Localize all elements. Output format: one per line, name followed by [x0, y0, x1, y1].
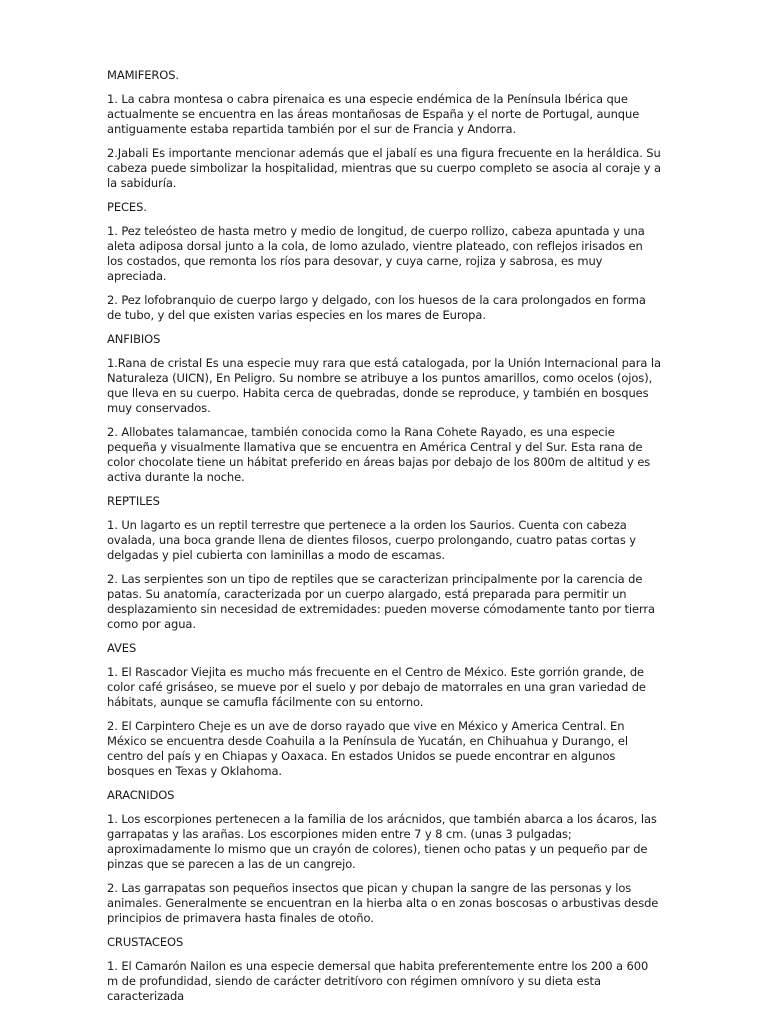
paragraph: 1. El Camarón Nailon es una especie demersal que habita preferentemente entre los 200 a 600 m de profundidad, siendo de carácter detritívoro con régimen omnívoro y su dieta esta caracterizada — [107, 959, 649, 1003]
paragraph: 2. Las garrapatas son pequeños insectos que pican y chupan la sangre de las personas y los animales. Generalmente se encuentran en la hierba alta o en zonas boscosas o arbustivas desde principios de primavera hasta finales de otoño. — [107, 881, 659, 925]
section-heading-crustaceos: CRUSTACEOS — [107, 935, 184, 949]
paragraph: 2. Allobates talamancae, también conocida como la Rana Cohete Rayado, es una especie pequeña y visualmente llamativa que se encuentra en América Central y del Sur. Esta rana de color chocolate tiene un hábitat preferido en áreas bajas por debajo de los 800m de altitud y es activa durante la noche. — [107, 425, 651, 484]
document-body — [107, 68, 662, 1013]
paragraph: 1. La cabra montesa o cabra pirenaica es una especie endémica de la Península Ibérica que actualmente se encuentra en las áreas montañosas de España y el norte de Portugal, aunque antiguamente estaba repartida también por el sur de Francia y Andorra. — [107, 92, 640, 136]
section-heading-aracnidos: ARACNIDOS — [107, 788, 175, 802]
paragraph: 2. Las serpientes son un tipo de reptiles que se caracterizan principalmente por la carencia de patas. Su anatomía, caracterizada por un cuerpo alargado, está preparada para permitir un desplazamiento sin necesidad de extremidades: pueden moverse cómodamente tanto por tierra como por agua. — [107, 572, 655, 631]
section-heading-aves: AVES — [107, 641, 137, 655]
paragraph: 2. El Carpintero Cheje es un ave de dorso rayado que vive en México y America Central. En México se encuentra desde Coahuila a la Península de Yucatán, en Chihuahua y Durango, el centro del país y en Chiapas y Oaxaca. En estados Unidos se puede encontrar en algunos bosques en Texas y Oklahoma. — [107, 719, 628, 778]
paragraph: 2.Jabali Es importante mencionar además que el jabalí es una figura frecuente en la heráldica. Su cabeza puede simbolizar la hospitalidad, mientras que su cuerpo completo se asocia al coraje y a la sabiduría. — [107, 146, 661, 190]
section-heading-mamiferos: MAMIFEROS. — [107, 68, 179, 82]
paragraph: 1. Los escorpiones pertenecen a la familia de los arácnidos, que también abarca a los ácaros, las garrapatas y las arañas. Los escorpiones miden entre 7 y 8 cm. (unas 3 pulgadas; aproximadamente lo mismo que un crayón de colores), tienen ocho patas y un pequeño par de pinzas que se parecen a las de un cangrejo. — [107, 812, 657, 871]
section-heading-reptiles: REPTILES — [107, 494, 160, 508]
paragraph: 2. Pez lofobranquio de cuerpo largo y delgado, con los huesos de la cara prolongados en forma de tubo, y del que existen varias especies en los mares de Europa. — [107, 293, 646, 322]
section-heading-anfibios: ANFIBIOS — [107, 332, 161, 346]
paragraph: 1.Rana de cristal Es una especie muy rara que está catalogada, por la Unión Internacional para la Naturaleza (UICN), En Peligro. Su nombre se atribuye a los puntos amarillos, como ocelos (ojos), que lleva en su cuerpo. Habita cerca de quebradas, donde se reproduce, y también en bosques muy conservados. — [107, 356, 661, 415]
paragraph: 1. Un lagarto es un reptil terrestre que pertenece a la orden los Saurios. Cuenta con cabeza ovalada, una boca grande llena de dientes filosos, cuerpo prolongando, cuatro patas cortas y delgadas y piel cubierta con laminillas a modo de escamas. — [107, 518, 637, 562]
paragraph: 1. Pez teleósteo de hasta metro y medio de longitud, de cuerpo rollizo, cabeza apuntada y una aleta adiposa dorsal junto a la cola, de lomo azulado, vientre plateado, con reflejos irisados en los costados, que remonta los ríos para desovar, y cuya carne, rojiza y sabrosa, es muy apreciada. — [107, 224, 645, 283]
section-heading-peces: PECES. — [107, 200, 147, 214]
paragraph: 1. El Rascador Viejita es mucho más frecuente en el Centro de México. Este gorrión grande, de color café grisáseo, se mueve por el suelo y por debajo de matorrales en una gran variedad de hábitats, aunque se camufla fácilmente con su entorno. — [107, 665, 646, 709]
